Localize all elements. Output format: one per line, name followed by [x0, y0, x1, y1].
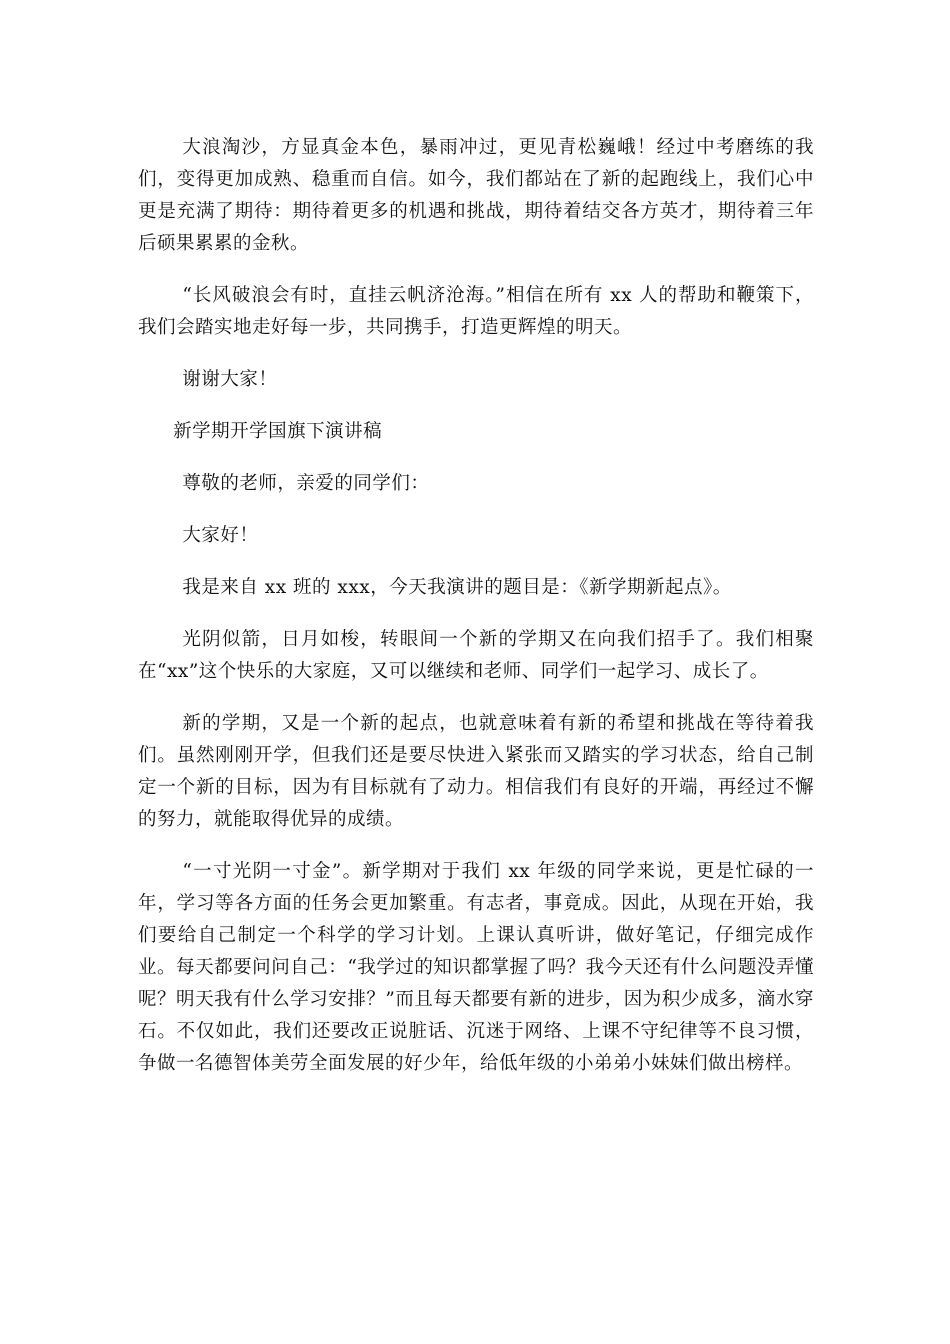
paragraph-time: 光阴似箭，日月如梭，转眼间一个新的学期又在向我们招手了。我们相聚在“xx”这个快乐的大家庭，又可以继续和老师、同学们一起学习、成长了。: [138, 629, 814, 682]
paragraph-quote: “长风破浪会有时，直挂云帆济沧海。”相信在所有 xx 人的帮助和鞭策下，我们会踏实地走好每一步，共同携手，打造更辉煌的明天。: [138, 285, 814, 338]
paragraph-thanks: 谢谢大家！: [182, 369, 278, 390]
paragraph-salutation: 尊敬的老师，亲爱的同学们：: [182, 473, 430, 494]
paragraph-intro: 大浪淘沙，方显真金本色，暴雨冲过，更见青松巍峨！经过中考磨练的我们，变得更加成熟、稳重而自信。如今，我们都站在了新的起跑线上，我们心中更是充满了期待：期待着更多的机遇和挑战，期待着结交各方英才，期待着三年后硕果累累的金秋。: [138, 137, 814, 254]
speech-title: 新学期开学国旗下演讲稿: [173, 421, 383, 442]
document-body: [138, 132, 814, 1100]
paragraph-self-intro: 我是来自 xx 班的 xxx，今天我演讲的题目是：《新学期新起点》。: [182, 577, 732, 598]
paragraph-new-start: 新的学期，又是一个新的起点，也就意味着有新的希望和挑战在等待着我们。虽然刚刚开学，但我们还是要尽快进入紧张而又踏实的学习状态，给自己制定一个新的目标，因为有目标就有了动力。相信我们有良好的开端，再经过不懈的努力，就能取得优异的成绩。: [138, 713, 814, 830]
paragraph-study-plan: “一寸光阴一寸金”。新学期对于我们 xx 年级的同学来说，更是忙碌的一年，学习等各方面的任务会更加繁重。有志者，事竟成。因此，从现在开始，我们要给自己制定一个科学的学习计划。上课认真听讲，做好笔记，仔细完成作业。每天都要问问自己：“我学过的知识都掌握了吗？我今天还有什么问题没弄懂呢？明天我有什么学习安排？”而且每天都要有新的进步，因为积少成多，滴水穿石。不仅如此，我们还要改正说脏话、沉迷于网络、上课不守纪律等不良习惯，争做一名德智体美劳全面发展的好少年，给低年级的小弟弟小妹妹们做出榜样。: [138, 861, 814, 1074]
paragraph-greeting: 大家好！: [182, 525, 259, 546]
